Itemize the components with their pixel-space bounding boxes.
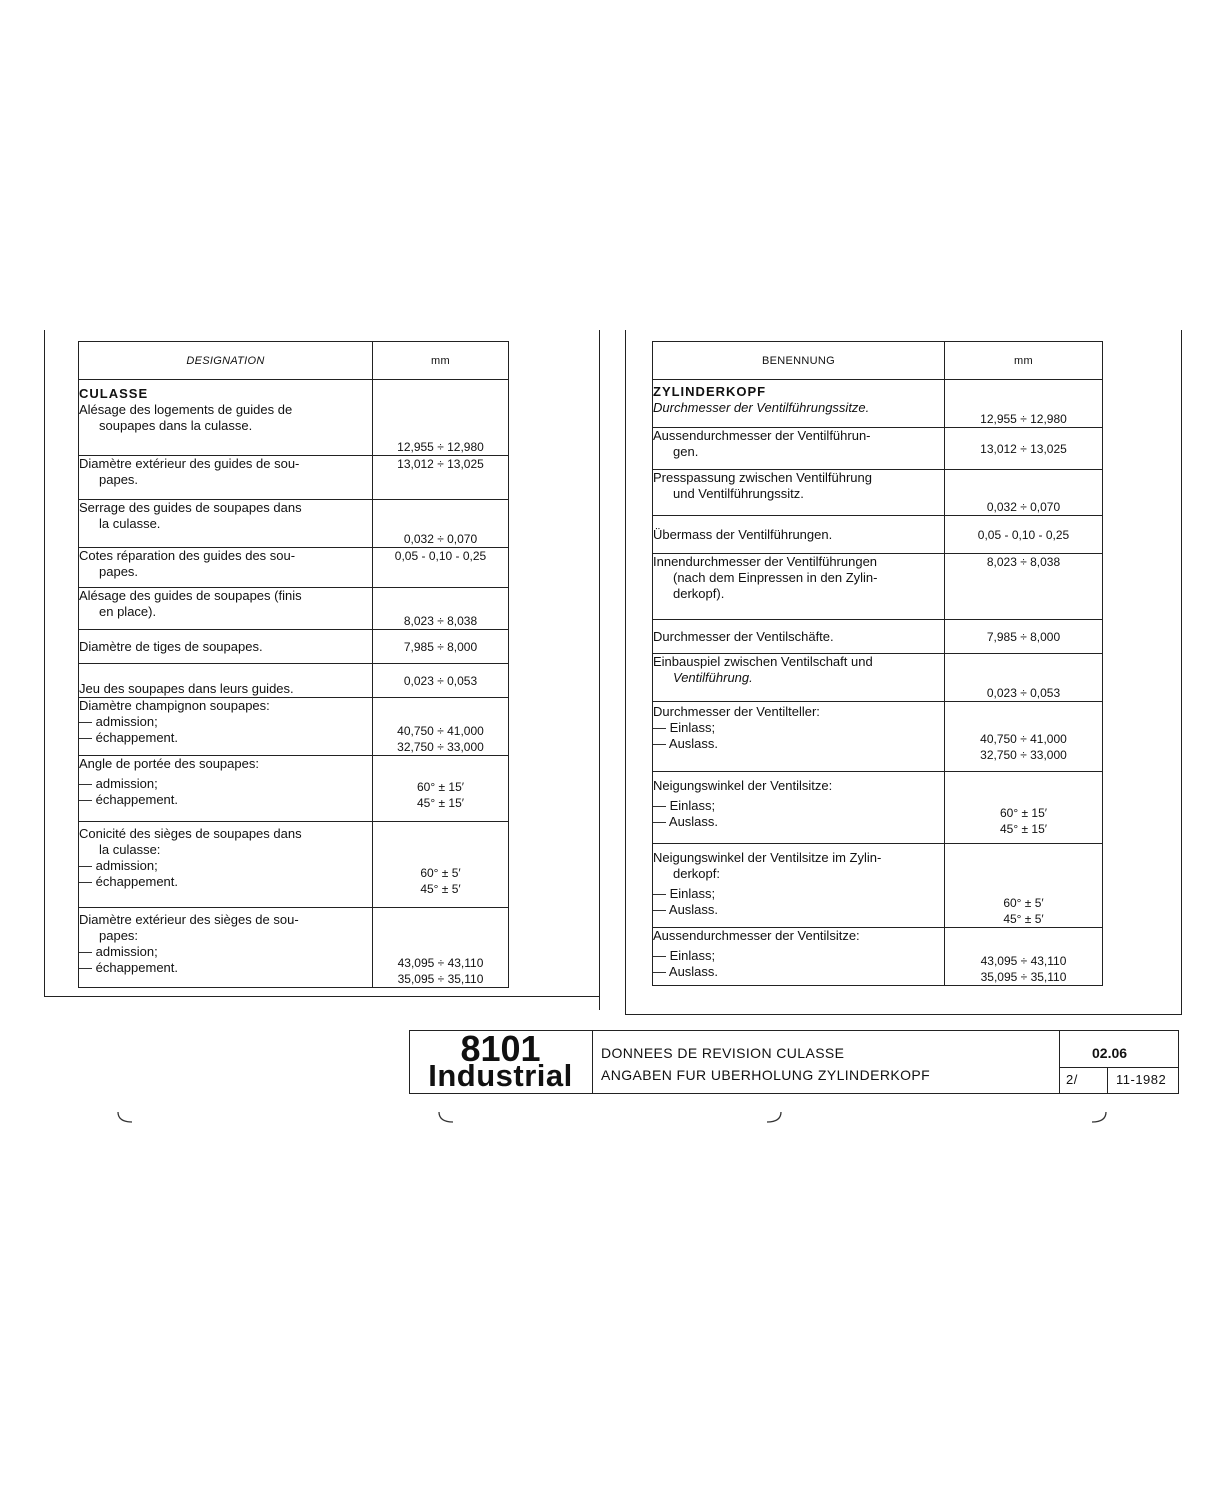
- table-row: Aussendurchmesser der Ventilführun- gen. 13,012 ÷ 13,025: [653, 428, 1103, 470]
- left-spec-table: [78, 341, 509, 988]
- column-header-unit: mm: [945, 342, 1103, 380]
- table-row: Serrage des guides de soupapes dans la culasse. 0,032 ÷ 0,070: [79, 500, 509, 548]
- title-german: ANGABEN FUR UBERHOLUNG ZYLINDERKOPF: [601, 1067, 931, 1083]
- table-row: ZYLINDERKOPF Durchmesser der Ventilführungssitze. 12,955 ÷ 12,980: [653, 380, 1103, 428]
- table-row: Alésage des guides de soupapes (finis en place). 8,023 ÷ 8,038: [79, 588, 509, 630]
- table-row: Durchmesser der Ventilschäfte. 7,985 ÷ 8,000: [653, 620, 1103, 654]
- table-row: Durchmesser der Ventilteller: — Einlass; — Auslass. 40,750 ÷ 41,000 32,750 ÷ 33,000: [653, 702, 1103, 772]
- table-row: Diamètre champignon soupapes: — admission; — échappement. 40,750 ÷ 41,000 32,750 ÷ 33,000: [79, 698, 509, 756]
- title-block-rule: [1059, 1067, 1179, 1068]
- column-header-benennung: BENENNUNG: [653, 342, 945, 380]
- punch-mark-icon: [437, 1112, 455, 1124]
- column-header-unit: mm: [373, 342, 509, 380]
- punch-mark-icon: [765, 1112, 783, 1124]
- table-row: Presspassung zwischen Ventilführung und Ventilführungssitz. 0,032 ÷ 0,070: [653, 470, 1103, 516]
- punch-mark-icon: [1090, 1112, 1108, 1124]
- table-row: Übermass der Ventilführungen. 0,05 - 0,10 - 0,25: [653, 516, 1103, 554]
- table-row: CULASSE Alésage des logements de guides de soupapes dans la culasse. 12,955 ÷ 12,980: [79, 380, 509, 456]
- center-divider: [599, 330, 600, 1010]
- section-code: 02.06: [1092, 1045, 1128, 1061]
- right-spec-table: [652, 341, 1103, 986]
- table-row: Diamètre extérieur des sièges de sou- papes: — admission; — échappement. 43,095 ÷ 43,110 35,095 ÷ 35,110: [79, 908, 509, 988]
- model-number: 8101: [460, 1028, 541, 1069]
- title-block-divider: [592, 1030, 593, 1094]
- table-row: Innendurchmesser der Ventilführungen (nach dem Einpressen in den Zylin- derkopf). 8,023 ÷ 8,038: [653, 554, 1103, 620]
- punch-mark-icon: [116, 1112, 134, 1124]
- table-row: Diamètre extérieur des guides de sou- papes. 13,012 ÷ 13,025: [79, 456, 509, 500]
- table-row: Neigungswinkel der Ventilsitze: — Einlass; — Auslass. 60° ± 15′ 45° ± 15′: [653, 772, 1103, 844]
- model-name-logo: Industrial: [428, 1058, 573, 1093]
- table-row: Conicité des sièges de soupapes dans la culasse: — admission; — échappement. 60° ± 5′ 45° ± 5′: [79, 822, 509, 908]
- table-row: Neigungswinkel der Ventilsitze im Zylin- derkopf: — Einlass; — Auslass. 60° ± 5′ 45° ± 5′: [653, 844, 1103, 928]
- table-row: Angle de portée des soupapes: — admission; — échappement. 60° ± 15′ 45° ± 15′: [79, 756, 509, 822]
- title-block-divider: [1107, 1068, 1108, 1094]
- title-french: DONNEES DE REVISION CULASSE: [601, 1045, 845, 1061]
- page-number: 2/: [1066, 1072, 1078, 1087]
- table-row: Aussendurchmesser der Ventilsitze: — Einlass; — Auslass. 43,095 ÷ 43,110 35,095 ÷ 35,110: [653, 928, 1103, 986]
- table-row: Cotes réparation des guides des sou- papes. 0,05 - 0,10 - 0,25: [79, 548, 509, 588]
- column-header-designation: DESIGNATION: [79, 342, 373, 380]
- issue-date: 11-1982: [1116, 1072, 1167, 1087]
- table-row: Einbauspiel zwischen Ventilschaft und Ventilführung. 0,023 ÷ 0,053: [653, 654, 1103, 702]
- table-row: Jeu des soupapes dans leurs guides. 0,023 ÷ 0,053: [79, 664, 509, 698]
- title-block-divider: [1059, 1030, 1060, 1094]
- table-row: Diamètre de tiges de soupapes. 7,985 ÷ 8,000: [79, 630, 509, 664]
